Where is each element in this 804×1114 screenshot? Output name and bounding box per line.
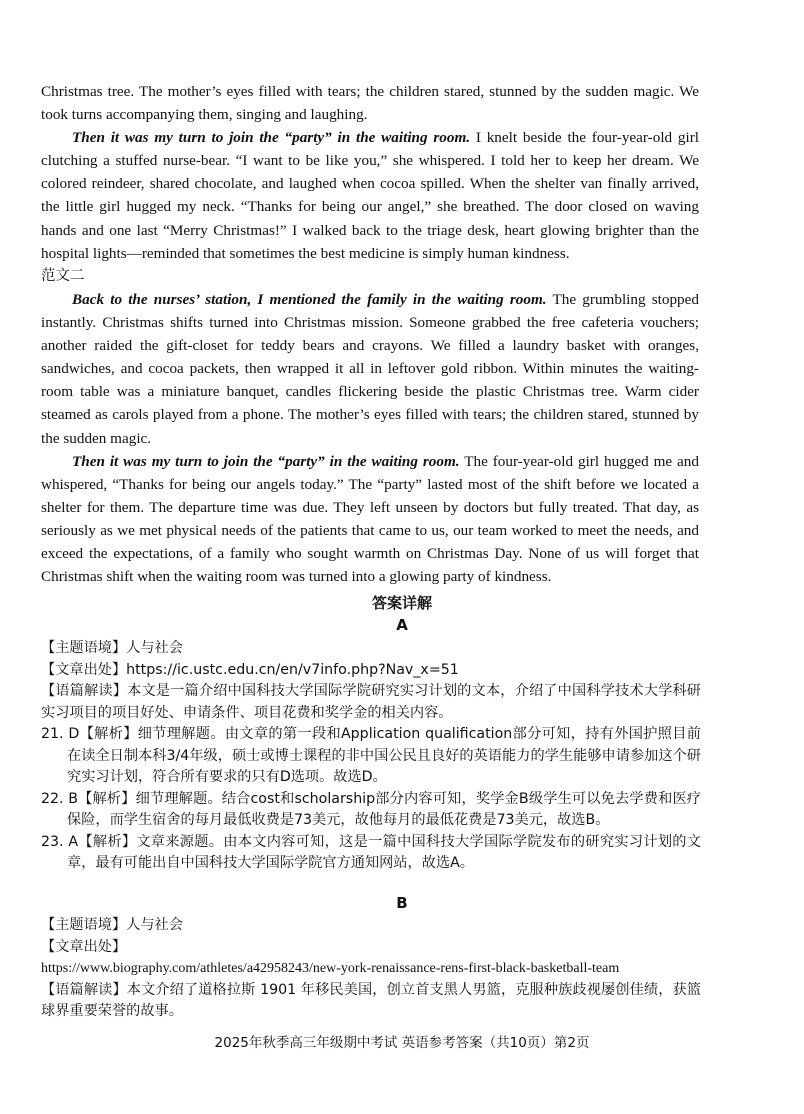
question-23-explanation: 23. A【解析】文章来源题。由本文内容可知，这是一篇中国科技大学国际学院发布的研究实习计划的文章，最有可能出自中国科技大学国际学院官方通知网站，故选A。 (41, 833, 701, 871)
essay1-paragraph-2 (41, 126, 699, 265)
section-b-block (41, 915, 701, 1023)
question-21-explanation: 21. D【解析】细节理解题。由文章的第一段和Application qualification部分可知，持有外国护照目前在读全日制本科3/4年级，硕士或博士课程的非中国公民且良好的英语能力的学生能够申请参加这个研究实习计划，符合所有要求的只有D选项。故选D。 (41, 726, 701, 785)
essay1-paragraph-continued: Christmas tree. The mother’s eyes filled with tears; the children stared, stunned by the sudden magic. We took turns accompanying them, singing and laughing. (41, 83, 699, 124)
essay2-p2-text: The four-year-old girl hugged me and whispered, “Thanks for being our angels today.” The “party” lasted most of the shift before we located a shelter for them. The departure time was due. They left unseen by doctors but fully treated. That day, as seriously as we met physical needs of the patients that came to us, our team worked to meet the needs, and exceed the expectations, of a family who sought warmth on Christmas Day. None of us will forget that Christmas shift when the waiting room was turned into a glowing party of kindness. (41, 452, 699, 586)
essay2-paragraph-1 (41, 288, 699, 450)
section-a-source: 【文章出处】https://ic.ustc.edu.cn/en/v7info.php?Nav_x=51 (41, 661, 459, 678)
essay2-p1-lead: Back to the nurses’ station, I mentioned the family in the waiting room. (72, 291, 547, 308)
answers-title: 答案详解 (371, 594, 432, 612)
essay2-paragraph-2 (41, 450, 699, 589)
section-b-source-label: 【文章出处】 (41, 938, 127, 955)
essay2-p2-lead: Then it was my turn to join the “party” in the waiting room. (72, 452, 460, 470)
section-a-letter: A (396, 616, 408, 634)
section-a-block (41, 638, 701, 875)
essay2-block (41, 288, 699, 588)
essay1-p2-lead: Then it was my turn to join the “party” in the waiting room. (72, 129, 471, 147)
section-b-source-url: https://www.biography.com/athletes/a42958243/new-york-renaissance-rens-first-black-basketball-team (41, 961, 620, 976)
section-b-summary: 【语篇解读】本文介绍了道格拉斯 1901 年移民美国，创立首支黑人男篮，克服种族歧视屡创佳绩，获篮球界重要荣誉的故事。 (41, 981, 701, 1019)
question-22-explanation: 22. B【解析】细节理解题。结合cost和scholarship部分内容可知，奖学金B级学生可以免去学费和医疗保险，而学生宿舍的每月最低收费是73美元，故他每月的最低花费是73美元，故选B。 (41, 790, 701, 828)
essay1-p2-text: I knelt beside the four-year-old girl clutching a stuffed nurse-bear. “I want to be like you,” she whispered. I told her to keep her dream. We colored reindeer, shared chocolate, and laughed when cocoa spilled. When the shelter van finally arrived, the little girl hugged my neck. “Thanks for being our angel,” she breathed. The door closed on waving hands and one last “Merry Christmas!” I walked back to the triage desk, heart glowing brighter than the hospital lights—reminded that sometimes the best medicine is simply human kindness. (41, 129, 699, 262)
section-b-letter: B (396, 894, 408, 912)
section-b-theme: 【主题语境】人与社会 (41, 917, 183, 933)
section-a-summary: 【语篇解读】本文是一篇介绍中国科技大学国际学院研究实习计划的文本，介绍了中国科学技术大学科研实习项目的项目好处、申请条件、项目花费和奖学金的相关内容。 (41, 683, 701, 721)
essay1-block (41, 80, 699, 265)
page-footer: 2025年秋季高三年级期中考试 英语参考答案（共10页）第2页 (214, 1035, 590, 1051)
section-a-theme: 【主题语境】人与社会 (41, 640, 183, 656)
essay2-heading: 范文二 (41, 268, 85, 284)
essay2-p1-text: The grumbling stopped instantly. Christmas shifts turned into Christmas mission. Someone grabbed the free cafeteria vouchers; another raided the gift-closet for teddy bears and crayons. We filled a laundry basket with oranges, sandwiches, and cocoa packets, then wrapped it all in leftover gold ribbon. Within minutes the waiting-room table was a miniature banquet, candles flickering beside the plastic Christmas tree. Warm cider steamed as carols played from a phone. The mother’s eyes filled with tears; the children stared, stunned by the sudden magic. (41, 291, 699, 447)
